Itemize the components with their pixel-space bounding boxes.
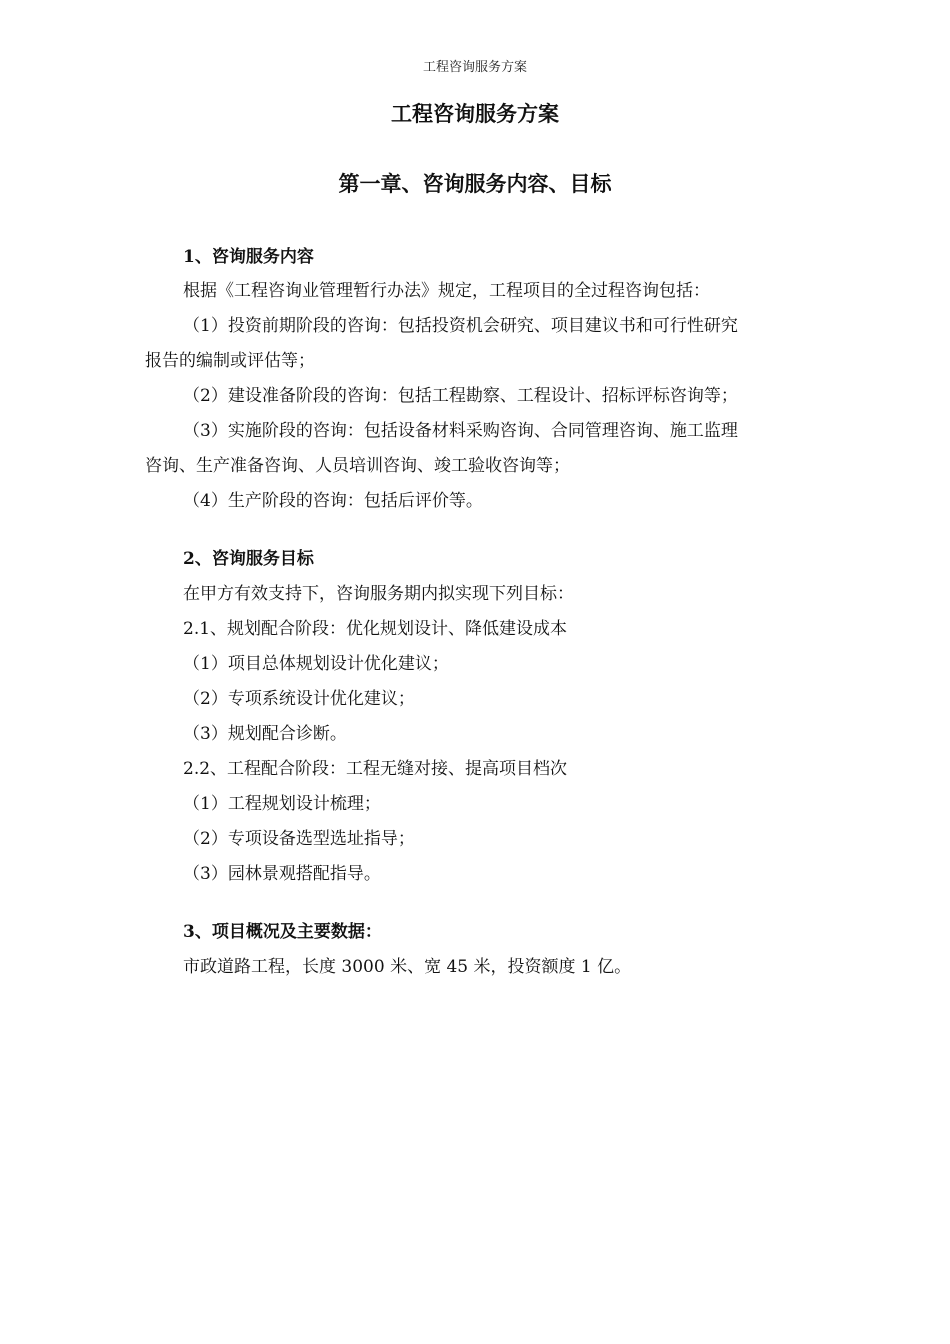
stage1-item: （1）项目总体规划设计优化建议； <box>183 654 449 674</box>
chapter-title: 第一章、咨询服务内容、目标 <box>338 171 612 196</box>
stage1-item: （2）专项系统设计优化建议； <box>183 689 415 709</box>
section1-item1-line1: （1）投资前期阶段的咨询：包括投资机会研究、项目建议书和可行性研究 <box>183 316 738 336</box>
stage2-title: 2.2、工程配合阶段：工程无缝对接、提高项目档次 <box>183 759 568 779</box>
document-title: 工程咨询服务方案 <box>391 101 559 126</box>
section1-item1-line2: 报告的编制或评估等； <box>145 351 315 371</box>
section1-item3-line1: （3）实施阶段的咨询：包括设备材料采购咨询、合同管理咨询、施工监理 <box>183 421 738 441</box>
section2-intro: 在甲方有效支持下，咨询服务期内拟实现下列目标： <box>183 584 574 604</box>
stage1-title: 2.1、规划配合阶段：优化规划设计、降低建设成本 <box>183 619 568 639</box>
section2-heading: 2、咨询服务目标 <box>183 549 314 569</box>
section1-item4: （4）生产阶段的咨询：包括后评价等。 <box>183 491 483 511</box>
section3-heading: 3、项目概况及主要数据： <box>183 922 382 942</box>
stage2-item: （2）专项设备选型选址指导； <box>183 829 415 849</box>
stage1-item: （3）规划配合诊断。 <box>183 724 347 744</box>
section1-heading: 1、咨询服务内容 <box>183 247 314 267</box>
stage2-item: （1）工程规划设计梳理； <box>183 794 381 814</box>
section1-intro: 根据《工程咨询业管理暂行办法》规定，工程项目的全过程咨询包括： <box>183 281 710 301</box>
section1-item3-line2: 咨询、生产准备咨询、人员培训咨询、竣工验收咨询等； <box>145 456 570 476</box>
stage2-item: （3）园林景观搭配指导。 <box>183 864 381 884</box>
section3-body: 市政道路工程，长度 3000 米、宽 45 米，投资额度 1 亿。 <box>183 957 632 977</box>
running-header: 工程咨询服务方案 <box>422 60 527 75</box>
section1-item2: （2）建设准备阶段的咨询：包括工程勘察、工程设计、招标评标咨询等； <box>183 386 738 406</box>
